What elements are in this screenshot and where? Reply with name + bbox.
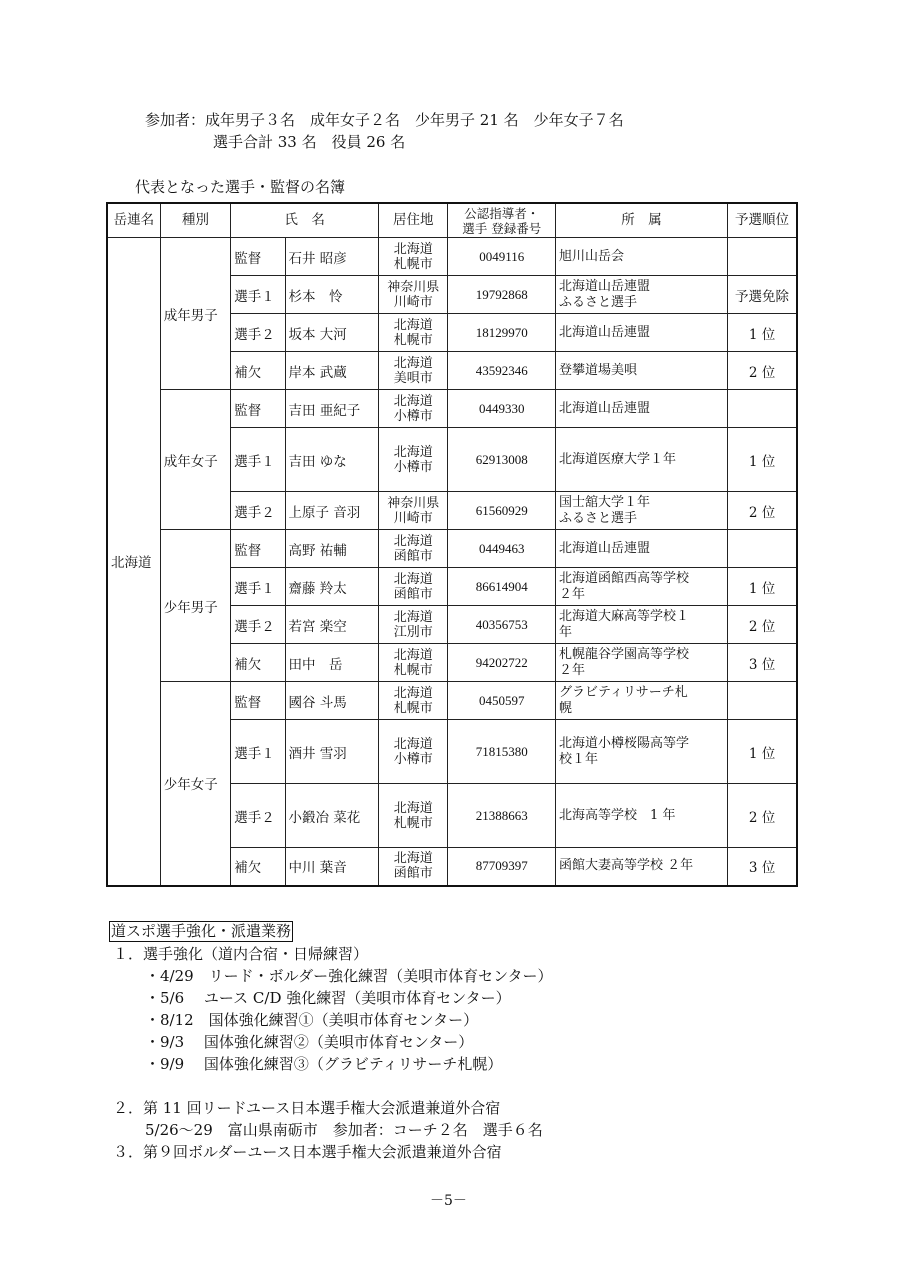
category-cell: 少年女子 <box>160 682 230 886</box>
residence-city: 札幌市 <box>393 662 433 678</box>
registration-cell: 94202722 <box>448 644 556 682</box>
category-cell: 成年男子 <box>160 238 230 390</box>
section-title: 道スポ選手強化・派遣業務 <box>111 922 292 940</box>
item-1-entry: ・9/3 国体強化練習②（美唄市体育センター） <box>145 1033 474 1051</box>
role-cell: 監督 <box>231 682 285 720</box>
residence-prefecture: 北海道 <box>393 355 433 371</box>
item-2-title: ２．第 11 回リードユース日本選手権大会派遣兼道外合宿 <box>113 1099 501 1117</box>
name-cell: 小鍛冶 菜花 <box>285 784 379 848</box>
residence-city: 札幌市 <box>393 332 433 348</box>
residence-prefecture: 北海道 <box>393 609 433 625</box>
affiliation-cell: 北海高等学校 1 年 <box>556 784 728 848</box>
registration-cell: 71815380 <box>448 720 556 784</box>
rank-cell: 2 位 <box>728 784 797 848</box>
role-cell: 監督 <box>231 238 285 276</box>
rank-cell: 予選免除 <box>728 276 797 314</box>
name-cell: 齋藤 羚太 <box>285 568 379 606</box>
participants-line-2: 選手合計 33 名 役員 26 名 <box>213 133 406 151</box>
residence-city: 小樽市 <box>393 751 433 767</box>
role-cell: 監督 <box>231 390 285 428</box>
rank-cell: 3 位 <box>728 644 797 682</box>
federation-cell: 北海道 <box>107 238 160 886</box>
affiliation-cell: 登攀道場美唄 <box>556 352 728 390</box>
category-cell: 成年女子 <box>160 390 230 530</box>
registration-cell: 40356753 <box>448 606 556 644</box>
table-row <box>107 390 797 428</box>
role-cell: 選手１ <box>231 276 285 314</box>
residence-city: 川崎市 <box>393 294 433 310</box>
residence-prefecture: 北海道 <box>393 647 433 663</box>
rank-cell <box>728 682 797 720</box>
role-cell: 選手２ <box>231 784 285 848</box>
role-cell: 選手２ <box>231 606 285 644</box>
table-header-row <box>107 203 797 238</box>
registration-cell: 43592346 <box>448 352 556 390</box>
residence-cell <box>379 682 448 720</box>
rank-cell <box>728 238 797 276</box>
registration-cell: 86614904 <box>448 568 556 606</box>
role-cell: 選手２ <box>231 492 285 530</box>
name-cell: 上原子 音羽 <box>285 492 379 530</box>
registration-cell: 61560929 <box>448 492 556 530</box>
name-cell: 石井 昭彦 <box>285 238 379 276</box>
rank-cell: 1 位 <box>728 314 797 352</box>
residence-city: 函館市 <box>393 586 433 602</box>
residence-prefecture: 北海道 <box>393 533 433 549</box>
roster-caption: 代表となった選手・監督の名簿 <box>135 178 346 196</box>
rank-cell <box>728 390 797 428</box>
residence-city: 小樽市 <box>393 459 433 475</box>
residence-city: 札幌市 <box>393 700 433 716</box>
name-cell: 吉田 亜紀子 <box>285 390 379 428</box>
affiliation-cell: 北海道山岳連盟 ふるさと選手 <box>556 276 728 314</box>
rank-cell: 1 位 <box>728 428 797 492</box>
roster-table <box>106 202 798 887</box>
role-cell: 補欠 <box>231 352 285 390</box>
item-1-entry: ・4/29 リード・ボルダー強化練習（美唄市体育センター） <box>145 967 553 985</box>
registration-cell: 21388663 <box>448 784 556 848</box>
residence-city: 函館市 <box>393 866 433 882</box>
residence-prefecture: 北海道 <box>393 851 433 867</box>
role-cell: 選手１ <box>231 568 285 606</box>
residence-cell <box>379 314 448 352</box>
residence-prefecture: 北海道 <box>393 393 433 409</box>
residence-city: 函館市 <box>393 548 433 564</box>
name-cell: 中川 葉音 <box>285 848 379 886</box>
residence-cell <box>379 606 448 644</box>
name-cell: 高野 祐輔 <box>285 530 379 568</box>
affiliation-cell: 札幌龍谷学園高等学校 ２年 <box>556 644 728 682</box>
name-cell: 岸本 武蔵 <box>285 352 379 390</box>
name-cell: 酒井 雪羽 <box>285 720 379 784</box>
residence-prefecture: 北海道 <box>393 444 433 460</box>
name-cell: 若宮 楽空 <box>285 606 379 644</box>
rank-cell: 2 位 <box>728 352 797 390</box>
affiliation-cell: 北海道山岳連盟 <box>556 530 728 568</box>
residence-cell <box>379 428 448 492</box>
name-cell: 坂本 大河 <box>285 314 379 352</box>
affiliation-cell: 北海道小樽桜陽高等学 校１年 <box>556 720 728 784</box>
name-cell: 國谷 斗馬 <box>285 682 379 720</box>
item-3-title: ３．第９回ボルダーユース日本選手権大会派遣兼道外合宿 <box>113 1143 502 1161</box>
registration-cell: 0449330 <box>448 390 556 428</box>
rank-cell: 3 位 <box>728 848 797 886</box>
residence-prefecture: 北海道 <box>393 736 433 752</box>
role-cell: 選手１ <box>231 720 285 784</box>
affiliation-cell: 函館大妻高等学校 ２年 <box>556 848 728 886</box>
name-cell: 杉本 怜 <box>285 276 379 314</box>
residence-city: 江別市 <box>393 624 433 640</box>
registration-cell: 87709397 <box>448 848 556 886</box>
residence-cell <box>379 238 448 276</box>
residence-prefecture: 北海道 <box>393 317 433 333</box>
residence-cell <box>379 352 448 390</box>
residence-cell <box>379 492 448 530</box>
header-federation: 岳連名 <box>107 203 160 238</box>
table-row <box>107 238 797 276</box>
residence-cell <box>379 276 448 314</box>
affiliation-cell: 北海道函館西高等学校 ２年 <box>556 568 728 606</box>
registration-cell: 62913008 <box>448 428 556 492</box>
item-2-detail: 5/26～29 富山県南砺市 参加者：コーチ２名 選手６名 <box>145 1121 543 1139</box>
residence-prefecture: 神奈川県 <box>387 495 440 511</box>
affiliation-cell: 北海道大麻高等学校１ 年 <box>556 606 728 644</box>
table-row <box>107 530 797 568</box>
affiliation-cell: グラビティリサーチ札 幌 <box>556 682 728 720</box>
rank-cell: 1 位 <box>728 568 797 606</box>
affiliation-cell: 国士舘大学１年 ふるさと選手 <box>556 492 728 530</box>
residence-prefecture: 北海道 <box>393 685 433 701</box>
affiliation-cell: 北海道医療大学１年 <box>556 428 728 492</box>
table-row <box>107 682 797 720</box>
registration-cell: 0449463 <box>448 530 556 568</box>
role-cell: 補欠 <box>231 848 285 886</box>
role-cell: 補欠 <box>231 644 285 682</box>
item-1-title: １．選手強化（道内合宿・日帰練習） <box>113 945 369 963</box>
affiliation-cell: 北海道山岳連盟 <box>556 390 728 428</box>
header-name: 氏 名 <box>231 203 379 238</box>
page-number: －5－ <box>430 1193 467 1209</box>
item-1-entry: ・9/9 国体強化練習③（グラビティリサーチ札幌） <box>145 1055 503 1073</box>
header-rank: 予選順位 <box>728 203 797 238</box>
affiliation-cell: 北海道山岳連盟 <box>556 314 728 352</box>
residence-city: 小樽市 <box>393 408 433 424</box>
residence-prefecture: 神奈川県 <box>387 279 440 295</box>
residence-cell <box>379 568 448 606</box>
header-residence: 居住地 <box>379 203 448 238</box>
role-cell: 選手１ <box>231 428 285 492</box>
affiliation-cell: 旭川山岳会 <box>556 238 728 276</box>
residence-prefecture: 北海道 <box>393 800 433 816</box>
residence-prefecture: 北海道 <box>393 241 433 257</box>
residence-cell <box>379 784 448 848</box>
residence-cell <box>379 390 448 428</box>
role-cell: 選手２ <box>231 314 285 352</box>
residence-city: 札幌市 <box>393 256 433 272</box>
residence-city: 川崎市 <box>393 510 433 526</box>
registration-cell: 19792868 <box>448 276 556 314</box>
rank-cell <box>728 530 797 568</box>
rank-cell: 2 位 <box>728 492 797 530</box>
name-cell: 田中 岳 <box>285 644 379 682</box>
residence-city: 札幌市 <box>393 815 433 831</box>
item-1-entry: ・5/6 ユース C/D 強化練習（美唄市体育センター） <box>145 989 511 1007</box>
rank-cell: 2 位 <box>728 606 797 644</box>
participants-line-1: 参加者：成年男子３名 成年女子２名 少年男子 21 名 少年女子７名 <box>145 111 624 129</box>
role-cell: 監督 <box>231 530 285 568</box>
item-1-entry: ・8/12 国体強化練習①（美唄市体育センター） <box>145 1011 479 1029</box>
residence-city: 美唄市 <box>393 370 433 386</box>
name-cell: 吉田 ゆな <box>285 428 379 492</box>
header-registration: 公認指導者・ 選手 登録番号 <box>448 203 556 238</box>
rank-cell: 1 位 <box>728 720 797 784</box>
residence-cell <box>379 720 448 784</box>
residence-cell <box>379 644 448 682</box>
registration-cell: 0450597 <box>448 682 556 720</box>
registration-cell: 0049116 <box>448 238 556 276</box>
category-cell: 少年男子 <box>160 530 230 682</box>
registration-cell: 18129970 <box>448 314 556 352</box>
residence-cell <box>379 848 448 886</box>
residence-cell <box>379 530 448 568</box>
header-category: 種別 <box>160 203 230 238</box>
residence-prefecture: 北海道 <box>393 571 433 587</box>
header-affiliation: 所 属 <box>556 203 728 238</box>
